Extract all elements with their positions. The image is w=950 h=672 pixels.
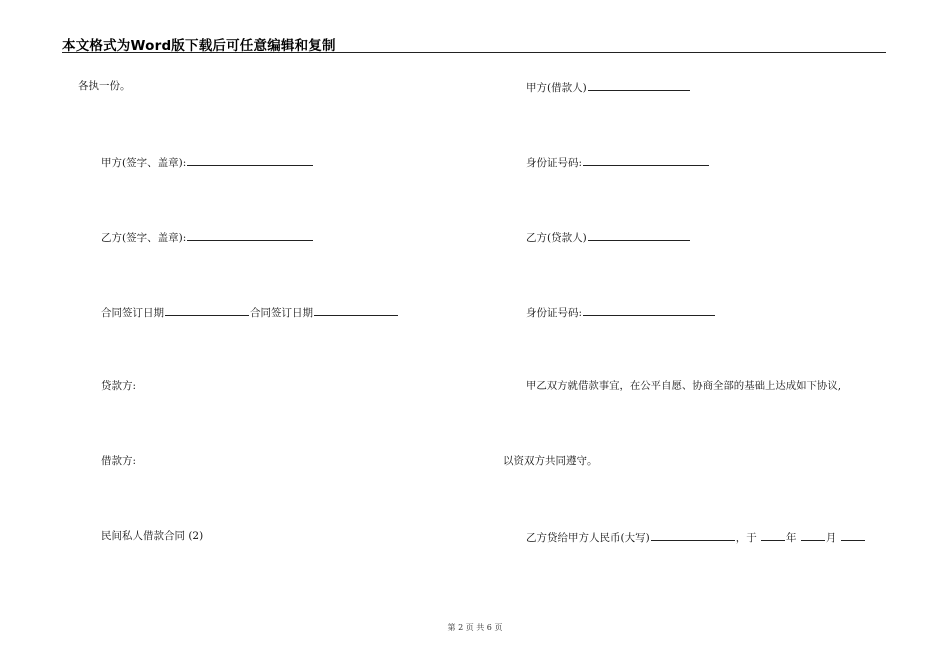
sign-date-blank-1[interactable] (165, 304, 249, 316)
party-a-sign-line (101, 154, 314, 170)
year-char: 年 (786, 532, 797, 544)
sign-date-label-2: 合同签订日期 (250, 307, 313, 319)
party-b-lender-label: 乙方(贷款人) (526, 232, 587, 244)
page-header (62, 34, 886, 53)
month-blank[interactable] (801, 529, 825, 541)
id-number-blank-2[interactable] (583, 304, 715, 316)
loan-amount-blank[interactable] (651, 529, 735, 541)
sign-date-line (101, 304, 399, 320)
party-b-lender-blank[interactable] (588, 229, 690, 241)
party-a-sign-label: 甲方(签字、盖章): (101, 157, 187, 169)
id-number-line-2 (526, 304, 716, 320)
contract-title: 民间私人借款合同 (2) (101, 530, 204, 542)
page-footer: 第 2 页 共 6 页 (447, 623, 503, 632)
party-b-sign-line (101, 229, 314, 245)
party-b-sign-label: 乙方(签字、盖章): (101, 232, 187, 244)
day-blank[interactable] (841, 529, 865, 541)
id-number-blank-1[interactable] (583, 154, 709, 166)
id-number-line-1 (526, 154, 710, 170)
year-blank[interactable] (761, 529, 785, 541)
loan-amount-sep: ，于 (735, 532, 757, 544)
party-b-lender-line (526, 229, 691, 245)
sign-date-label-1: 合同签订日期 (101, 307, 164, 319)
party-a-sign-blank[interactable] (187, 154, 313, 166)
agreement-intro: 甲乙双方就借款事宜，在公平自愿、协商全部的基础上达成如下协议, (526, 380, 842, 392)
id-number-label-1: 身份证号码: (526, 157, 583, 169)
sign-date-blank-2[interactable] (314, 304, 398, 316)
loan-amount-line (526, 529, 866, 545)
header-title: 本文格式为Word版下载后可任意编辑和复制 (62, 38, 336, 54)
copies-line: 各执一份。 (78, 80, 131, 92)
month-char: 月 (825, 532, 837, 544)
lender-label: 贷款方: (101, 380, 137, 392)
party-b-sign-blank[interactable] (187, 229, 313, 241)
loan-amount-prefix: 乙方贷给甲方人民币(大写) (526, 532, 650, 544)
agreement-intro-cont: 以资双方共同遵守。 (503, 455, 598, 467)
id-number-label-2: 身份证号码: (526, 307, 583, 319)
party-a-borrower-line (526, 79, 691, 95)
party-a-borrower-blank[interactable] (588, 79, 690, 91)
party-a-borrower-label: 甲方(借款人) (526, 82, 587, 94)
borrower-label: 借款方: (101, 455, 137, 467)
